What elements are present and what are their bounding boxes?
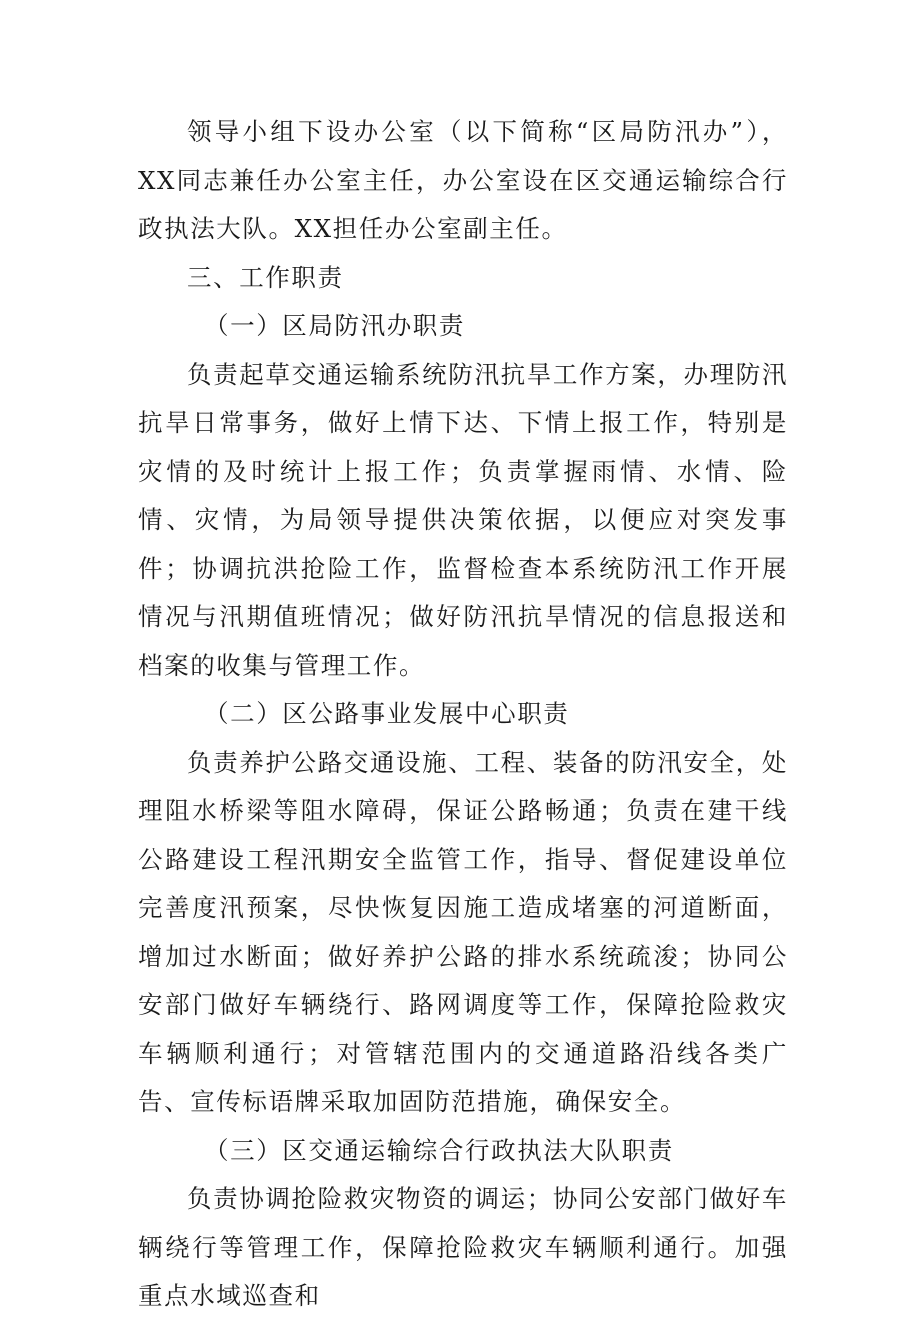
subheading-enforcement-brigade: （三）区交通运输综合行政执法大队职责	[204, 1135, 674, 1165]
paragraph-highway-center-duties: 负责养护公路交通设施、工程、装备的防汛安全，处理阻水桥梁等阻水障碍，保证公路畅通；负责在建干线公路建设工程汛期安全监管工作，指导、督促建设单位完善度汛预案，尽快恢复因施工造成堵塞的河道断面，增加过水断面；做好养护公路的排水系统疏浚；协同公安部门做好车辆绕行、路网调度等工作，保障抢险救灾车辆顺利通行；对管辖范围内的交通道路沿线各类广告、宣传标语牌采取加固防范措施，确保安全。	[138, 747, 788, 1116]
paragraph-enforcement-brigade-duties: 负责协调抢险救灾物资的调运；协同公安部门做好车辆绕行等管理工作，保障抢险救灾车辆顺利通行。加强重点水域巡查和	[138, 1184, 788, 1310]
subheading-highway-center: （二）区公路事业发展中心职责	[204, 699, 570, 728]
subheading-flood-office: （一）区局防汛办职责	[204, 311, 465, 340]
section-heading-duties: 三、工作职责	[187, 262, 344, 292]
document-body	[138, 108, 788, 1321]
paragraph-office-setup: 领导小组下设办公室（以下简称“区局防汛办”），XX同志兼任办公室主任，办公室设在区交通运输综合行政执法大队。XX担任办公室副主任。	[138, 117, 788, 243]
paragraph-flood-office-duties: 负责起草交通运输系统防汛抗旱工作方案，办理防汛抗旱日常事务，做好上情下达、下情上报工作，特别是灾情的及时统计上报工作；负责掌握雨情、水情、险情、灾情，为局领导提供决策依据，以便应对突发事件；协调抗洪抢险工作，监督检查本系统防汛工作开展情况与汛期值班情况；做好防汛抗旱情况的信息报送和档案的收集与管理工作。	[138, 359, 788, 680]
